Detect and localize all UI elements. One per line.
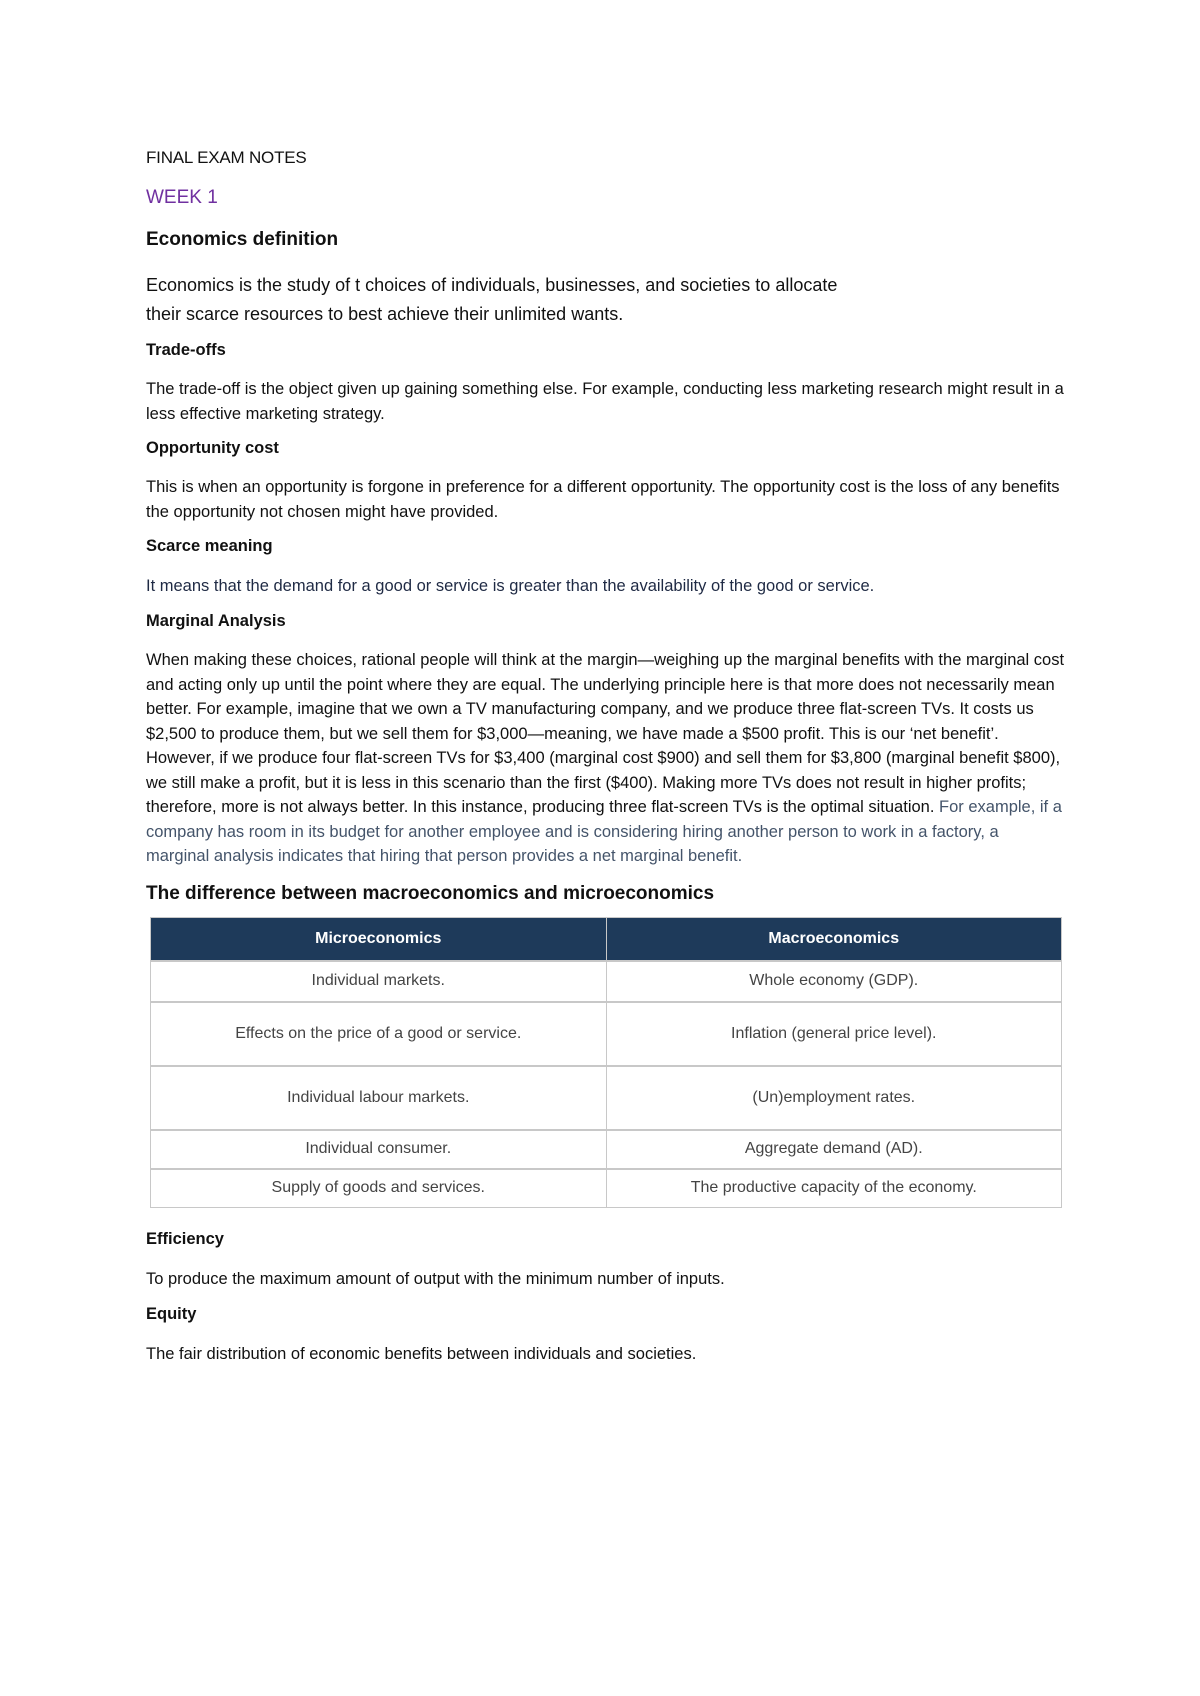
table-cell-micro: Individual consumer. [151,1130,607,1169]
table-cell-macro: Inflation (general price level). [606,1002,1062,1066]
efficiency-text: To produce the maximum amount of output with the minimum number of inputs. [146,1269,725,1288]
efficiency-heading: Efficiency [146,1229,224,1248]
equity-heading: Equity [146,1304,197,1323]
table-row [151,961,1062,1002]
table-cell-macro: Whole economy (GDP). [606,961,1062,1002]
table-row [151,1002,1062,1066]
opportunity-cost-text: This is when an opportunity is forgone in preference for a different opportunity. The opportunity cost is the loss of any benefits the opportunity not chosen might have provided. [146,478,1060,521]
document-title: FINAL EXAM NOTES [146,148,307,167]
marginal-analysis-text [146,648,1066,869]
economics-definition-line-2: their scarce resources to best achieve their unlimited wants. [146,304,624,324]
table-cell-micro: Supply of goods and services. [151,1169,607,1208]
economics-definition-line-1: Economics is the study of t choices of individuals, businesses, and societies to allocate [146,275,838,295]
economics-definition-heading: Economics definition [146,229,339,250]
difference-heading: The difference between macroeconomics and microeconomics [146,882,715,904]
document-page [146,148,1066,1380]
marginal-analysis-heading: Marginal Analysis [146,612,286,630]
table-row [151,1169,1062,1208]
tradeoffs-heading: Trade-offs [146,341,226,359]
table-row [151,1130,1062,1169]
table-cell-macro: (Un)employment rates. [606,1066,1062,1130]
equity-text: The fair distribution of economic benefits between individuals and societies. [146,1344,697,1363]
table-row [151,1066,1062,1130]
economics-definition-text [146,271,1066,329]
table-cell-micro: Individual labour markets. [151,1066,607,1130]
table-header-row [151,917,1062,961]
table-header-micro: Microeconomics [151,917,607,961]
table-cell-micro: Individual markets. [151,961,607,1002]
scarce-meaning-text: It means that the demand for a good or service is greater than the availability of the good or service. [146,577,875,595]
table-cell-macro: The productive capacity of the economy. [606,1169,1062,1208]
week-heading: WEEK 1 [146,187,218,208]
table-cell-micro: Effects on the price of a good or service. [151,1002,607,1066]
micro-macro-comparison-table [150,917,1062,1208]
table-header-macro: Macroeconomics [606,917,1062,961]
scarce-meaning-heading: Scarce meaning [146,537,273,555]
marginal-analysis-main-text: When making these choices, rational people will think at the margin—weighing up the marginal benefits with the marginal cost and acting only up until the point where they are equal. The underlying principle here is that more does not necessarily mean better. For example, imagine that we own a TV manufacturing company, and we produce three flat-screen TVs. It costs us $2,500 to produce them, but we sell them for $3,000—meaning, we have made a $500 profit. This is our ‘net benefit’. However, if we produce four flat-screen TVs for $3,400 (marginal cost $900) and sell them for $3,800 (marginal benefit $800), we still make a profit, but it is less in this scenario than the first ($400). Making more TVs does not result in higher profits; therefore, more is not always better. In this instance, producing three flat-screen TVs is the optimal situation. [146,651,1065,816]
opportunity-cost-heading: Opportunity cost [146,439,279,457]
table-cell-macro: Aggregate demand (AD). [606,1130,1062,1169]
marginal-analysis-example-text: For example, if a company has room in its budget for another employee and is considering hiring another person to work in a factory, a marginal analysis indicates that hiring that person provides a net marginal benefit. [146,798,1062,865]
tradeoffs-text: The trade-off is the object given up gaining something else. For example, conducting less marketing research might result in a less effective marketing strategy. [146,380,1064,423]
